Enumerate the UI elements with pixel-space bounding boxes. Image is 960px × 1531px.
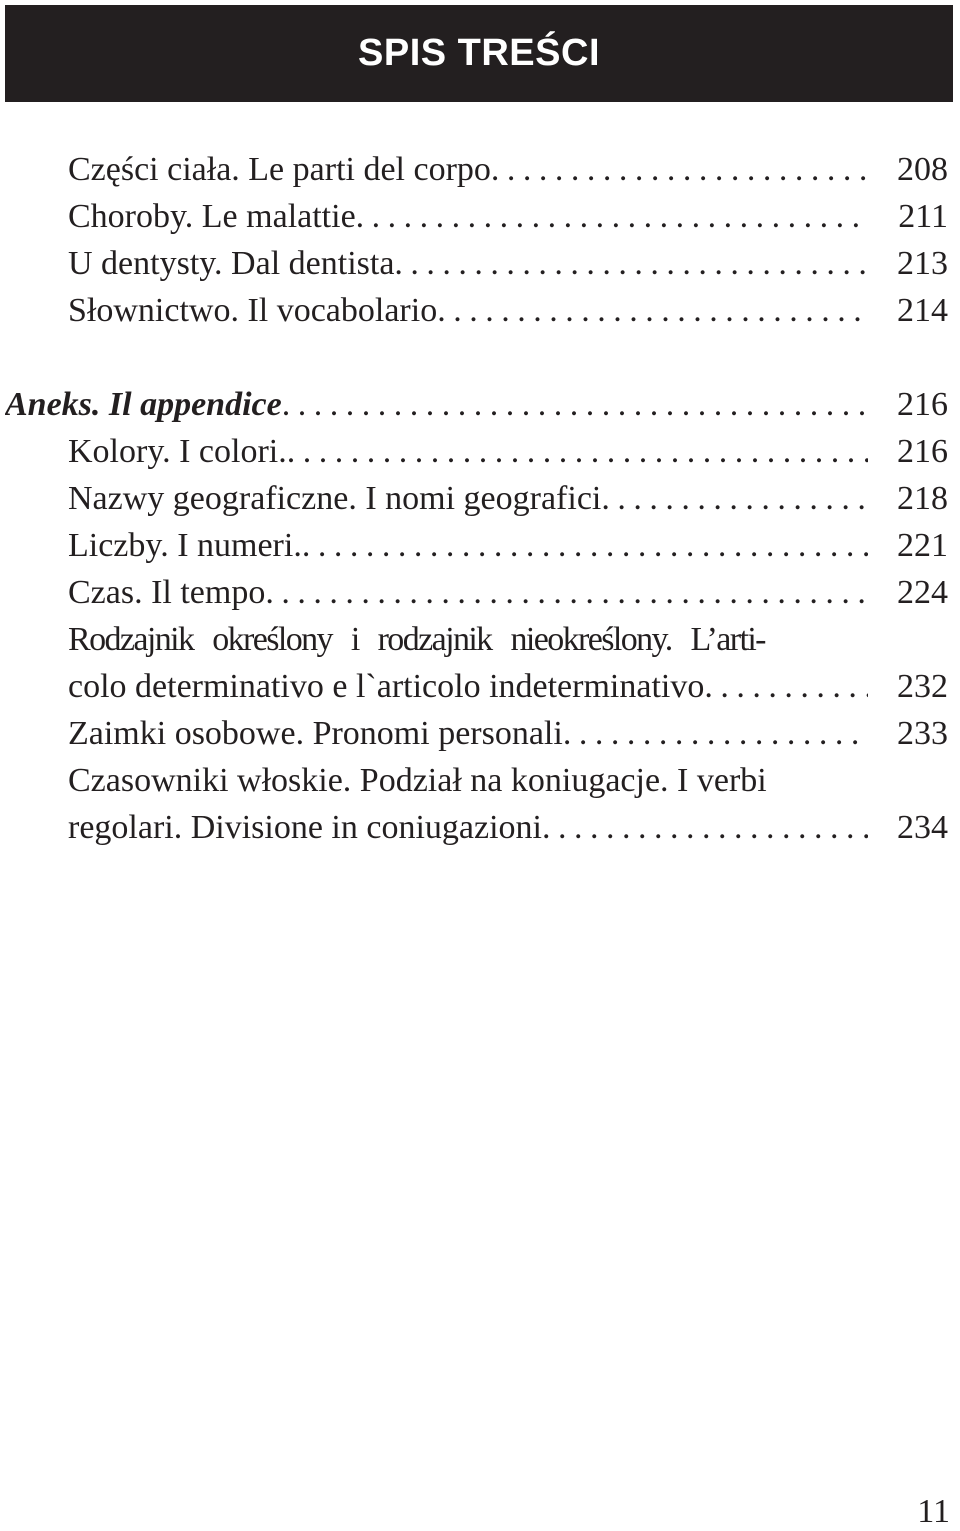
toc-entry-page: 214 [897, 292, 948, 329]
toc-entry[interactable] [68, 195, 948, 239]
toc-entry-page: 232 [897, 668, 948, 705]
toc-entry-page: 221 [897, 527, 948, 564]
toc-entry-page: 233 [897, 715, 948, 752]
toc-entry-page: 234 [897, 809, 948, 846]
toc-entry-multiline[interactable] [68, 806, 948, 850]
toc-entry-label-line1: Rodzajnik określony i rodzajnik nieokreślony. L’arti- [68, 621, 765, 658]
toc-entry[interactable] [68, 430, 948, 474]
toc-entry-label-line2: colo determinativo e l`articolo indeterminativo . . . [68, 665, 868, 709]
toc-entry[interactable] [68, 289, 948, 333]
toc-entry-page: 216 [897, 386, 948, 423]
page-number: 11 [917, 1493, 950, 1530]
toc-entry-label: Słownictwo. Il vocabolario . . . [68, 289, 868, 333]
toc-entry[interactable] [68, 242, 948, 286]
toc-entry-label: Części ciała. Le parti del corpo . . . [68, 148, 868, 192]
toc-entry-multiline[interactable] [68, 759, 948, 803]
toc-entry-label: Kolory. I colori. . . . [68, 430, 868, 474]
toc-entry[interactable] [68, 712, 948, 756]
toc-entry[interactable] [68, 571, 948, 615]
toc-entry-label-line1: Czasowniki włoskie. Podział na koniugacje. I verbi [68, 762, 767, 799]
toc-entry[interactable] [68, 524, 948, 568]
toc-entry[interactable] [68, 477, 948, 521]
toc-entry-label: U dentysty. Dal dentista . . . [68, 242, 868, 286]
toc-entry-page: 224 [897, 574, 948, 611]
toc-entry-label: Liczby. I numeri. . . . [68, 524, 868, 568]
toc-entry-label: Czas. Il tempo . . . [68, 571, 868, 615]
toc-entry-label: Choroby. Le malattie . . . [68, 195, 868, 239]
toc-section-label [5, 383, 868, 427]
toc-entry-multiline[interactable] [68, 665, 948, 709]
toc-entry[interactable] [68, 148, 948, 192]
toc-section-entry[interactable] [5, 383, 948, 427]
toc-entry-multiline[interactable] [68, 618, 948, 662]
toc-entry-label: Zaimki osobowe. Pronomi personali . . . [68, 712, 868, 756]
toc-entry-page: 216 [897, 433, 948, 470]
section-header [5, 5, 953, 102]
page-title: SPIS TREŚCI [358, 32, 600, 74]
toc-entry-label: Nazwy geograficzne. I nomi geografici . . . [68, 477, 868, 521]
appendix-title: Aneks. Il appendice [5, 386, 282, 423]
toc-entry-page: 218 [897, 480, 948, 517]
toc-entry-page: 208 [897, 151, 948, 188]
toc-entry-page: 213 [897, 245, 948, 282]
toc-entry-label-line2: regolari. Divisione in coniugazioni . . . [68, 806, 868, 850]
toc-entry-page: 211 [898, 198, 948, 235]
